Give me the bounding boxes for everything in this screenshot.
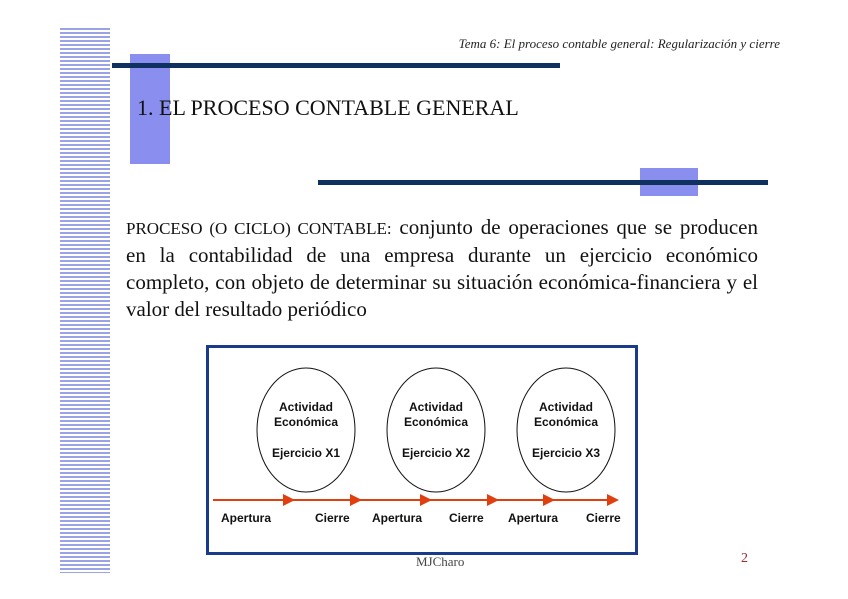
ellipse-x1-exercise: Ejercicio X1 [271, 446, 341, 460]
timeline-label-apertura-1: Apertura [221, 511, 272, 525]
ellipse-label-x2 [381, 400, 491, 461]
decorative-stripes [60, 28, 110, 573]
timeline-arrow-5 [543, 494, 555, 506]
footer-author: MJCharo [416, 554, 465, 569]
ellipse-label-x1 [251, 400, 361, 461]
accounting-cycle-diagram [206, 345, 638, 555]
ellipse-x2-exercise: Ejercicio X2 [401, 446, 471, 460]
timeline-label-apertura-2: Apertura [372, 511, 423, 525]
title-bar-top [112, 63, 560, 68]
ellipse-x3-line2: Económica [533, 415, 599, 429]
definition-term: PROCESO (O CICLO) CONTABLE: [126, 219, 392, 238]
ellipse-x2-line2: Económica [403, 415, 469, 429]
definition-text: conjunto de operaciones que se producen en la contabilidad de una empresa durante un ejercicio económico completo, con objeto de determinar su situación económica-financiera y el valor del resultado periódico [126, 215, 759, 321]
ellipse-x3-exercise: Ejercicio X3 [531, 446, 601, 460]
slide-title: 1. EL PROCESO CONTABLE GENERAL [137, 95, 519, 120]
ellipse-x1-line1: Actividad [278, 400, 333, 414]
definition-paragraph [126, 214, 758, 323]
timeline-arrow-6 [607, 494, 619, 506]
timeline-label-cierre-1: Cierre [315, 511, 350, 525]
timeline-label-cierre-3: Cierre [586, 511, 621, 525]
timeline-label-cierre-2: Cierre [449, 511, 484, 525]
timeline-arrow-1 [283, 494, 295, 506]
timeline-label-apertura-3: Apertura [508, 511, 559, 525]
timeline-arrow-4 [487, 494, 499, 506]
timeline-arrow-3 [420, 494, 432, 506]
ellipse-x3-line1: Actividad [538, 400, 593, 414]
page-number: 2 [741, 551, 748, 566]
ellipse-x2-line1: Actividad [408, 400, 463, 414]
slide-header: Tema 6: El proceso contable general: Regularización y cierre [458, 36, 780, 51]
ellipse-x1-line2: Económica [273, 415, 339, 429]
ellipse-label-x3 [511, 400, 621, 461]
title-bar-bottom [318, 180, 768, 185]
timeline-arrow-2 [350, 494, 362, 506]
